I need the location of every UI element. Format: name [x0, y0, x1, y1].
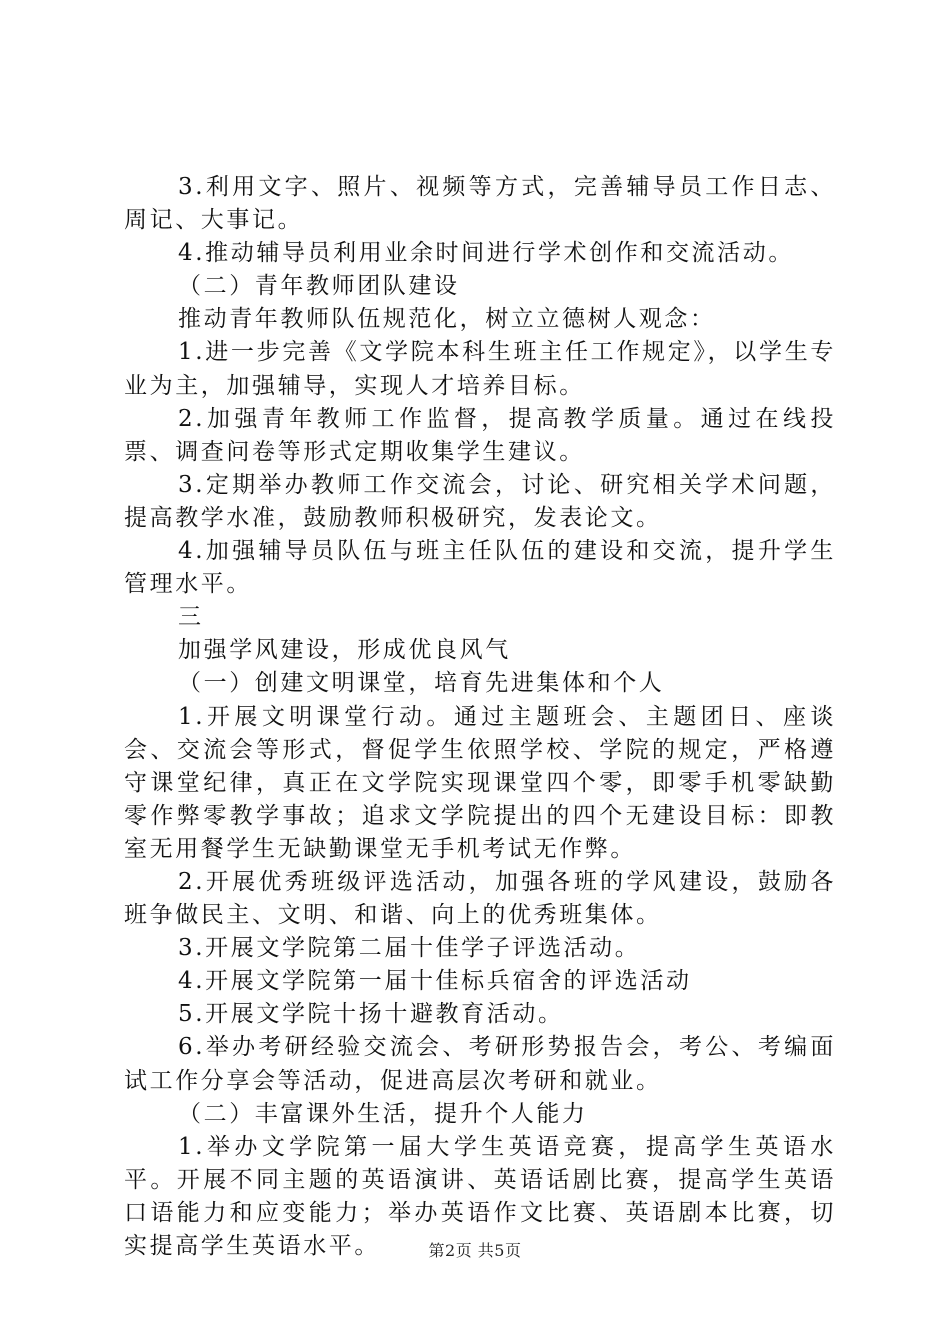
paragraph: 2.加强青年教师工作监督，提高教学质量。通过在线投票、调查问卷等形式定期收集学生建议。	[124, 405, 836, 465]
paragraph: 2.开展优秀班级评选活动，加强各班的学风建设，鼓励各班争做民主、文明、和谐、向上的优秀班集体。	[124, 868, 836, 929]
section-number: 三	[178, 604, 204, 631]
document-body	[124, 171, 836, 1263]
paragraph: 5.开展文学院十扬十避教育活动。	[178, 1001, 564, 1028]
page-number-footer: 第2页 共5页	[428, 1241, 522, 1260]
paragraph: 4.推动辅导员利用业余时间进行学术创作和交流活动。	[178, 240, 794, 267]
section-title: 加强学风建设，形成优良风气	[178, 637, 511, 664]
paragraph: 4.加强辅导员队伍与班主任队伍的建设和交流，提升学生管理水平。	[124, 538, 836, 598]
section-heading: （二）丰富课外生活，提升个人能力	[178, 1100, 588, 1127]
section-heading: （二）青年教师团队建设	[178, 273, 460, 300]
paragraph: 3.利用文字、照片、视频等方式，完善辅导员工作日志、周记、大事记。	[124, 174, 836, 234]
paragraph: 推动青年教师队伍规范化，树立立德树人观念：	[178, 306, 716, 333]
paragraph: 1.进一步完善《文学院本科生班主任工作规定》，以学生专业为主，加强辅导，实现人才培养目标。	[124, 339, 836, 399]
paragraph: 1.举办文学院第一届大学生英语竞赛，提高学生英语水平。开展不同主题的英语演讲、英语话剧比赛，提高学生英语口语能力和应变能力；举办英语作文比赛、英语剧本比赛，切实提高学生英语水平。	[124, 1133, 836, 1259]
paragraph: 3.开展文学院第二届十佳学子评选活动。	[178, 935, 641, 962]
paragraph: 1.开展文明课堂行动。通过主题班会、主题团日、座谈会、交流会等形式，督促学生依照学校、学院的规定，严格遵守课堂纪律，真正在文学院实现课堂四个零，即零手机零缺勤零作弊零教学事故；追求文学院提出的四个无建设目标：即教室无用餐学生无缺勤课堂无手机考试无作弊。	[124, 703, 836, 862]
paragraph: 3.定期举办教师工作交流会，讨论、研究相关学术问题，提高教学水准，鼓励教师积极研究，发表论文。	[124, 471, 836, 531]
section-heading: （一）创建文明课堂，培育先进集体和个人	[178, 670, 665, 697]
paragraph: 4.开展文学院第一届十佳标兵宿舍的评选活动	[178, 968, 692, 995]
paragraph: 6.举办考研经验交流会、考研形势报告会，考公、考编面试工作分享会等活动，促进高层次考研和就业。	[124, 1034, 836, 1094]
